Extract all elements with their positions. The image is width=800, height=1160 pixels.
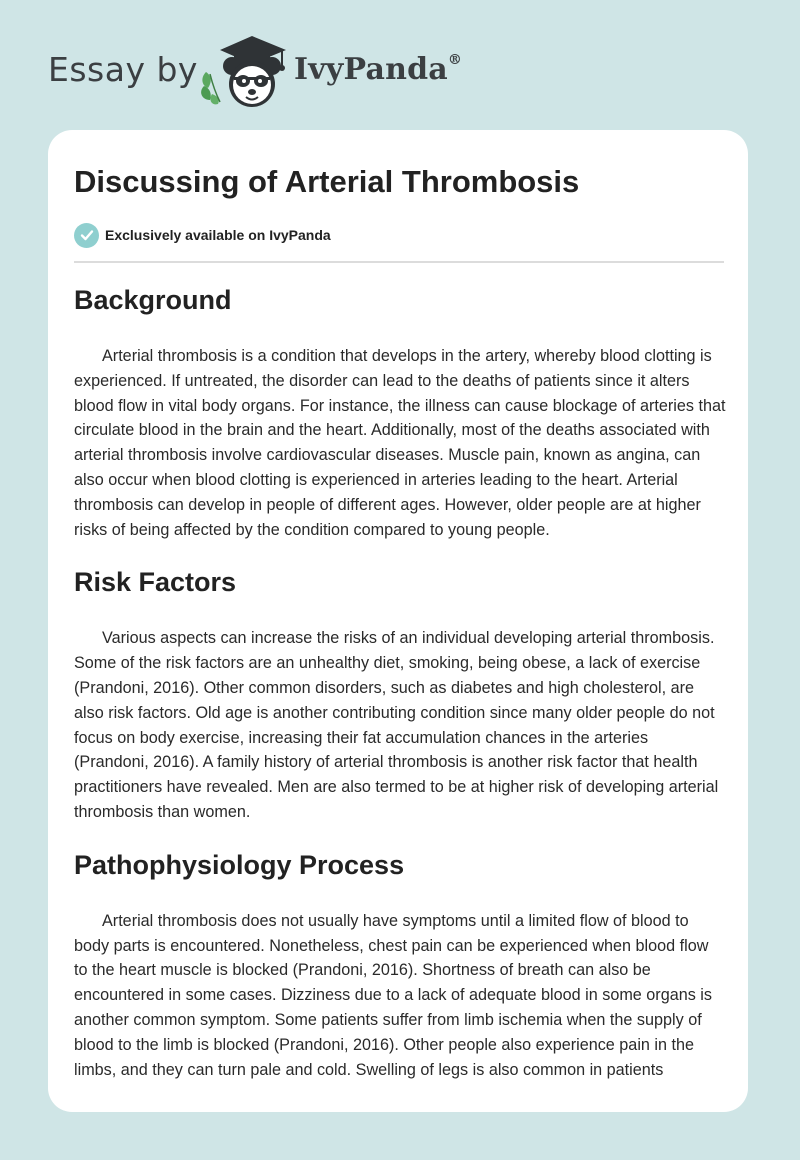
title-divider [74,261,724,263]
section-paragraph-background: Arterial thrombosis is a condition that develops in the artery, whereby blood clotting is experienced. If untreated, the disorder can lead to the deaths of patients since it alters blood flow in vital body organs. For instance, the illness can cause blockage of arteries that circulate blood in the brain and the heart. Additionally, most of the deaths associated with arterial thrombosis involve cardiovascular diseases. Muscle pain, known as angina, can also occur when blood clotting is experienced in arteries leading to the heart. Arterial thrombosis can develop in people of different ages. However, older people are at higher risks of being affected by the condition compared to young people. [74,347,726,539]
badge-label: Exclusively available on IvyPanda [105,227,331,243]
essay-by-label: Essay by [48,50,198,89]
page-title: Discussing of Arterial Thrombosis [74,164,580,199]
essay-card [48,130,748,1112]
ivypanda-logo-icon[interactable] [198,34,290,108]
section-heading-background: Background [74,285,232,315]
section-heading-pathophysiology: Pathophysiology Process [74,849,405,880]
brand-name[interactable] [294,52,462,87]
registered-mark: ® [447,52,463,68]
section-heading-risk-factors: Risk Factors [74,567,237,598]
essay-body [74,280,726,1082]
checkmark-icon [74,223,99,248]
site-header [0,0,800,130]
section-paragraph-risk-factors: Various aspects can increase the risks of an individual developing arterial thrombosis. Some of the risk factors are an unhealthy diet, smoking, being obese, a lack of exercise (Prandoni, 2016). Other common disorders, such as diabetes and high cholesterol, are also risk factors. Old age is another contributing condition since many older people do not focus on body exercise, increasing their fat accumulation chances in the arteries (Prandoni, 2016). A family history of arterial thrombosis is another risk factor that health practitioners have revealed. Men are also termed to be at higher risk of developing arterial thrombosis than women. [74,629,719,821]
brand-text: IvyPanda [294,52,448,87]
exclusive-badge [74,222,331,248]
section-paragraph-pathophysiology: Arterial thrombosis does not usually have symptoms until a limited flow of blood to body parts is encountered. Nonetheless, chest pain can be experienced when blood flow to the heart muscle is blocked (Prandoni, 2016). Shortness of breath can also be encountered in some cases. Dizziness due to a lack of adequate blood in some organs is another common symptom. Some patients suffer from limb ischemia when the supply of blood to the limb is blocked (Prandoni, 2016). Other people also experience pain in the limbs, and they can turn pale and cold. Swelling of legs is also common in patients [74,911,712,1079]
